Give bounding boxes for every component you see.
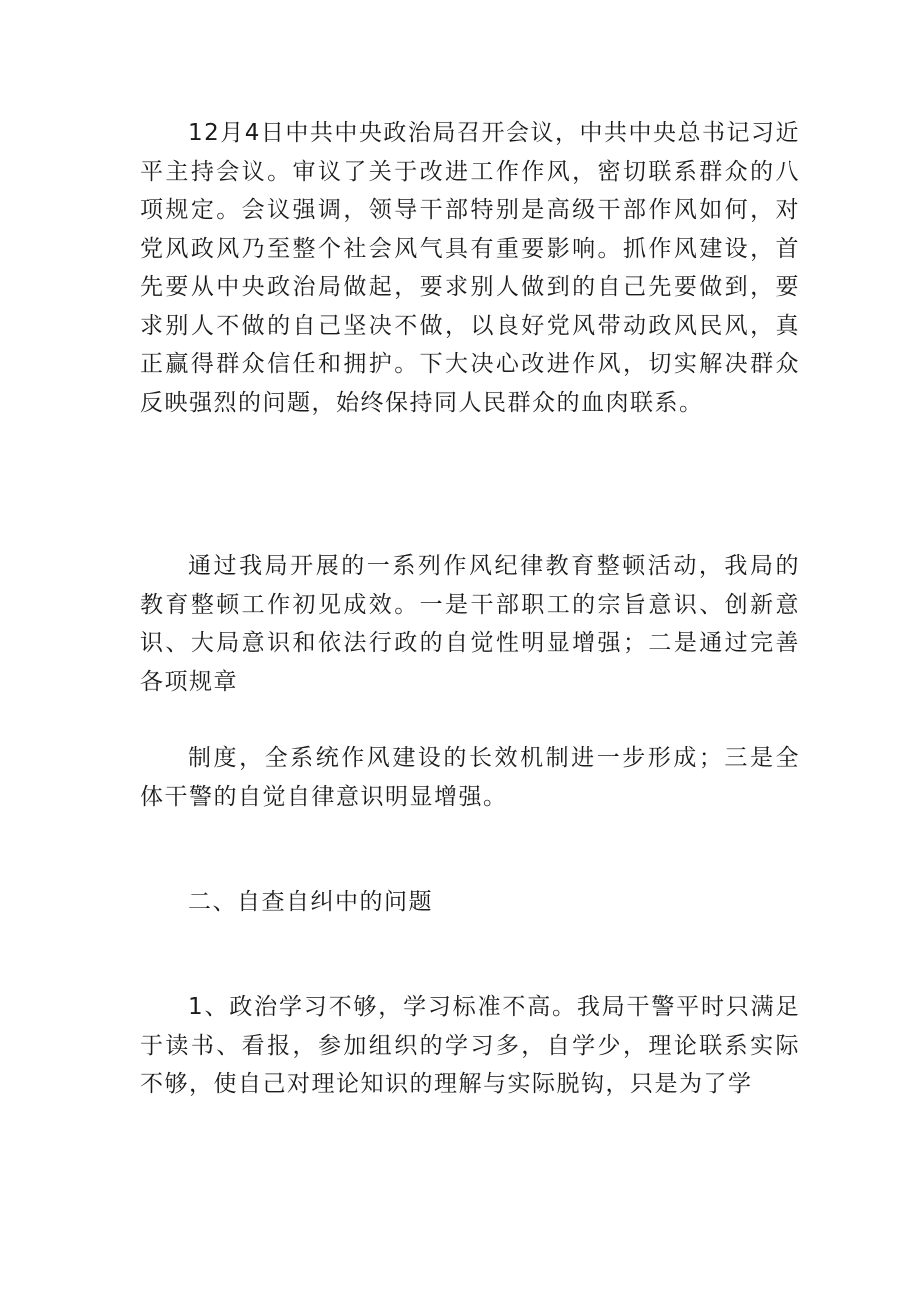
paragraph-meeting-summary: 12月4日中共中央政治局召开会议，中共中央总书记习近平主持会议。审议了关于改进工作作风，密切联系群众的八项规定。会议强调，领导干部特别是高级干部作风如何，对党风政风乃至整个社会风气具有重要影响。抓作风建设，首先要从中央政治局做起，要求别人做到的自己先要做到，要求别人不做的自己坚决不做，以良好党风带动政风民风，真正赢得群众信任和拥护。下大决心改进作风，切实解决群众反映强烈的问题，始终保持同人民群众的血肉联系。	[140, 120, 800, 416]
section-heading-problems: 二、自查自纠中的问题	[188, 889, 433, 915]
paragraph-results-continued: 制度，全系统作风建设的长效机制进一步形成；三是全体干警的自觉自律意识明显增强。	[140, 745, 800, 810]
paragraph-rectification-results: 通过我局开展的一系列作风纪律教育整顿活动，我局的教育整顿工作初见成效。一是干部职工的宗旨意识、创新意识、大局意识和依法行政的自觉性明显增强；二是通过完善各项规章	[140, 553, 800, 695]
paragraph-problem-one: 1、政治学习不够，学习标准不高。我局干警平时只满足于读书、看报，参加组织的学习多，自学少，理论联系实际不够，使自己对理论知识的理解与实际脱钩，只是为了学	[140, 994, 800, 1097]
